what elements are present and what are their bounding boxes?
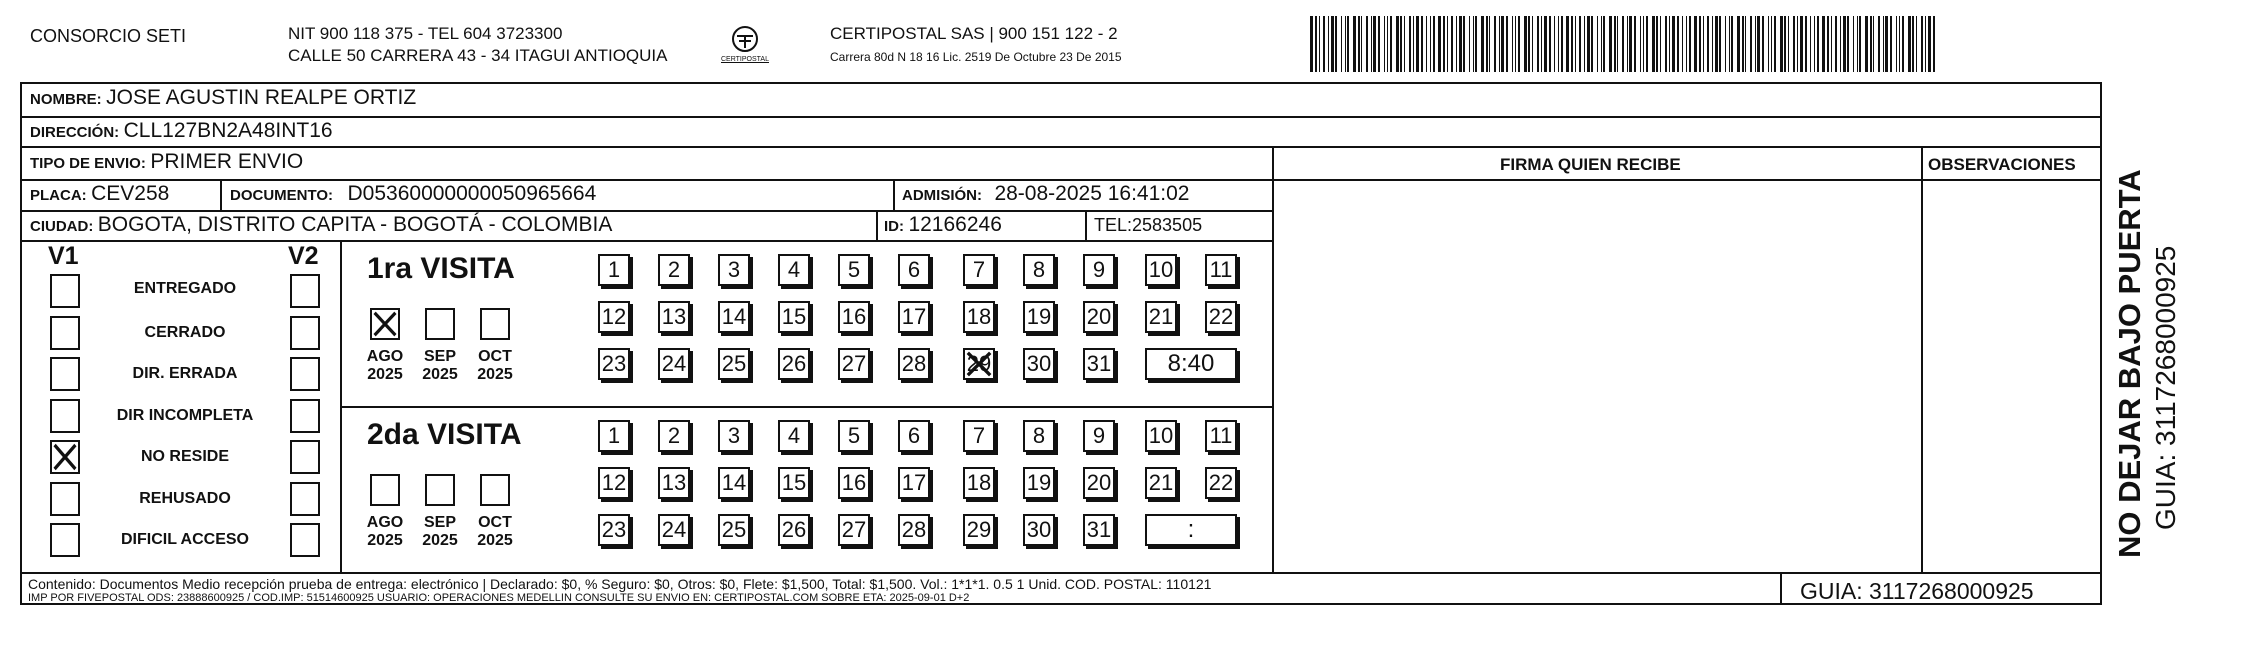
visit1-day-box[interactable]: 24 — [658, 348, 690, 380]
barcode-bar — [1627, 16, 1628, 72]
barcode-bar — [1729, 16, 1730, 72]
id-value: 12166246 — [908, 213, 1002, 236]
status-option-label: ENTREGADO — [133, 280, 237, 297]
barcode-bar — [1865, 16, 1868, 72]
barcode-bar — [1358, 16, 1360, 72]
barcode-bar — [1609, 16, 1612, 72]
visit2-day-box[interactable]: 29 — [963, 514, 995, 546]
barcode-bar — [1885, 16, 1888, 72]
visit1-day-box[interactable]: 31 — [1083, 348, 1115, 380]
barcode-bar — [1912, 16, 1914, 72]
visit1-day-box[interactable]: 30 — [1023, 348, 1055, 380]
barcode-bar — [1745, 16, 1746, 72]
visit2-day-box[interactable]: 15 — [778, 467, 810, 499]
barcode-bar — [1413, 16, 1414, 72]
visit1-day-box[interactable]: 11 — [1205, 254, 1237, 286]
barcode-bar — [1430, 16, 1431, 72]
barcode-bar — [1459, 16, 1462, 72]
visit1-day-box[interactable]: 20 — [1083, 301, 1115, 333]
document-value: D05360000000050965664 — [347, 182, 597, 205]
barcode-bar — [1750, 16, 1752, 72]
visit2-day-box[interactable]: 24 — [658, 514, 690, 546]
visit2-day-box[interactable]: 3 — [718, 420, 750, 452]
barcode-bar — [1591, 16, 1593, 72]
barcode-bar — [1899, 16, 1900, 72]
barcode-bar — [1669, 16, 1670, 72]
barcode-bar — [1601, 16, 1602, 72]
barcode-bar — [1366, 16, 1368, 72]
barcode-bar — [1347, 16, 1349, 72]
address-label: DIRECCIÓN: — [30, 124, 120, 141]
company-name: CONSORCIO SETI — [30, 26, 187, 46]
barcode-bar — [1587, 16, 1590, 72]
barcode-bar — [1353, 16, 1356, 72]
barcode-bar — [1928, 16, 1931, 72]
barcode-bar — [1656, 16, 1658, 72]
visit1-month-year: 2025 — [422, 366, 458, 384]
visit1-title: 1ra VISITA — [367, 252, 515, 285]
form-frame — [20, 82, 2102, 605]
visit2-day-box[interactable]: 30 — [1023, 514, 1055, 546]
barcode-bar — [1404, 16, 1405, 72]
visit2-title: 2da VISITA — [367, 418, 522, 451]
status-option-label: REHUSADO — [139, 489, 231, 507]
barcode-bar — [1396, 16, 1399, 72]
barcode-bar — [1771, 16, 1772, 72]
barcode-bar — [1603, 16, 1605, 72]
visit2-month-checkbox[interactable] — [425, 474, 455, 506]
admission-label: ADMISIÓN: — [902, 187, 982, 204]
visit1-month-year: 2025 — [367, 366, 403, 384]
tel-value: 2583505 — [1132, 215, 1203, 235]
barcode-bar — [1473, 16, 1474, 72]
footer-guide: GUIA: 3117268000925 — [1800, 578, 2034, 604]
barcode-bar — [1677, 16, 1679, 72]
visit2-month-name: AGO — [366, 514, 404, 531]
visit2-day-box[interactable]: 31 — [1083, 514, 1115, 546]
barcode-bar — [1774, 16, 1776, 72]
barcode-bar — [1784, 16, 1786, 72]
visit1-day-box[interactable]: 26 — [778, 348, 810, 380]
barcode-bar — [1584, 16, 1585, 72]
barcode-bar — [1549, 16, 1551, 72]
visit2-month-name: SEP — [423, 514, 456, 531]
barcode-bar — [1682, 16, 1683, 72]
visit2-day-box[interactable]: 11 — [1205, 420, 1237, 452]
visit1-day-box[interactable]: 28 — [898, 348, 930, 380]
barcode-bar — [1512, 16, 1513, 72]
name-label: NOMBRE: — [30, 91, 102, 108]
barcode-bar — [1878, 16, 1880, 72]
barcode-bar — [1371, 16, 1372, 72]
barcode-bar — [1916, 16, 1917, 72]
visit1-month-year: 2025 — [477, 366, 513, 384]
barcode-bar — [1703, 16, 1704, 72]
visit1-month-name: SEP — [423, 348, 456, 365]
barcode-bar — [1788, 16, 1789, 72]
address-value: CLL127BN2A48INT16 — [123, 119, 333, 142]
barcode-bar — [1847, 16, 1849, 72]
visit1-day-box[interactable]: 5 — [838, 254, 870, 286]
visit2-month-label — [357, 514, 413, 551]
barcode-bar — [1921, 16, 1923, 72]
barcode-bar — [1694, 16, 1697, 72]
v2-label: V2 — [288, 242, 319, 270]
barcode-bar — [1719, 16, 1721, 72]
barcode-bar — [1558, 16, 1559, 72]
barcode-bar — [1409, 16, 1411, 72]
address-line: CALLE 50 CARRERA 43 - 34 ITAGUI ANTIOQUIA — [288, 46, 668, 65]
barcode-bar — [1489, 16, 1490, 72]
barcode-bar — [1640, 16, 1641, 72]
status-option-label: NO RESIDE — [140, 448, 229, 465]
barcode-bar — [1883, 16, 1884, 72]
visit2-day-box[interactable]: 4 — [778, 420, 810, 452]
side-warning: NO DEJAR BAJO PUERTA — [2112, 169, 2147, 558]
visit1-month-name: OCT — [478, 348, 512, 365]
barcode-bar — [1859, 16, 1861, 72]
barcode-bar — [1537, 16, 1539, 72]
barcode-bar — [1800, 16, 1803, 72]
visit2-day-box[interactable]: 1 — [598, 420, 630, 452]
barcode-bar — [1689, 16, 1691, 72]
barcode-bar — [1433, 16, 1435, 72]
barcode-icon — [1310, 16, 1940, 72]
name-value: JOSE AGUSTIN REALPE ORTIZ — [106, 86, 417, 109]
visit2-month-year: 2025 — [367, 532, 403, 550]
visit2-month-name: OCT — [478, 514, 512, 531]
tel-label: TEL: — [1094, 215, 1133, 235]
visit2-day-box[interactable]: 26 — [778, 514, 810, 546]
visit1-day-number: 29 — [966, 351, 992, 376]
visit2-day-box[interactable]: 22 — [1205, 467, 1237, 499]
barcode-bar — [1737, 16, 1740, 72]
visit1-time-box[interactable]: 8:40 — [1145, 348, 1237, 380]
barcode-bar — [1447, 16, 1448, 72]
visit1-month-label — [467, 348, 523, 385]
side-guide: GUIA: 3117268000925 — [2150, 245, 2181, 530]
barcode-bar — [1494, 16, 1496, 72]
visit2-day-box[interactable]: 16 — [838, 467, 870, 499]
barcode-bar — [1469, 16, 1470, 72]
visit1-day-box[interactable]: 2 — [658, 254, 690, 286]
barcode-bar — [1481, 16, 1484, 72]
barcode-bar — [1731, 16, 1733, 72]
barcode-bar — [1768, 16, 1769, 72]
footer-imp-line: IMP POR FIVEPOSTAL ODS: 23888600925 / COD.IMP: 51514600925 USUARIO: OPERACIONES MEDELLIN CONSULTE SU ENVIO EN: CERTIPOSTAL.COM SOBRE ETA: 2025-09-01 D+2 — [28, 592, 970, 604]
visit1-day-box[interactable]: 22 — [1205, 301, 1237, 333]
visit2-day-box[interactable]: 19 — [1023, 467, 1055, 499]
certipostal-line: CERTIPOSTAL SAS | 900 151 122 - 2 — [830, 24, 1118, 43]
barcode-bar — [1840, 16, 1841, 72]
barcode-bar — [1443, 16, 1445, 72]
barcode-bar — [1341, 16, 1342, 72]
barcode-bar — [1390, 16, 1392, 72]
barcode-bar — [1451, 16, 1453, 72]
barcode-bar — [1323, 16, 1325, 72]
barcode-bar — [1421, 16, 1423, 72]
barcode-bar — [1908, 16, 1911, 72]
barcode-bar — [1579, 16, 1581, 72]
barcode-bar — [1571, 16, 1573, 72]
barcode-bar — [1456, 16, 1457, 72]
visit2-day-box[interactable]: 17 — [898, 467, 930, 499]
barcode-bar — [1699, 16, 1701, 72]
visit1-day-box[interactable]: 4 — [778, 254, 810, 286]
visit1-month-label — [357, 348, 413, 385]
visit2-month-label — [467, 514, 523, 551]
barcode-bar — [1646, 16, 1648, 72]
visit1-day-box[interactable]: 12 — [598, 301, 630, 333]
barcode-bar — [1566, 16, 1569, 72]
barcode-bar — [1843, 16, 1846, 72]
certipostal-address: Carrera 80d N 18 16 Lic. 2519 De Octubre 23 De 2015 — [830, 50, 1122, 64]
barcode-bar — [1524, 16, 1527, 72]
barcode-bar — [1890, 16, 1892, 72]
barcode-bar — [1387, 16, 1388, 72]
barcode-bar — [1345, 16, 1346, 72]
barcode-bar — [1361, 16, 1362, 72]
visit1-day-box[interactable]: 13 — [658, 301, 690, 333]
barcode-bar — [1515, 16, 1516, 72]
barcode-bar — [1672, 16, 1675, 72]
barcode-bar — [1328, 16, 1329, 72]
barcode-bar — [1438, 16, 1441, 72]
visit2-day-box[interactable]: 18 — [963, 467, 995, 499]
certipostal-logo — [720, 22, 770, 70]
barcode-bar — [1335, 16, 1337, 72]
barcode-bar — [1518, 16, 1520, 72]
barcode-bar — [1486, 16, 1488, 72]
visit2-day-box[interactable]: 20 — [1083, 467, 1115, 499]
barcode-bar — [1660, 16, 1661, 72]
barcode-bar — [1805, 16, 1807, 72]
visit2-month-year: 2025 — [477, 532, 513, 550]
barcode-bar — [1463, 16, 1465, 72]
visit1-day-box[interactable]: 15 — [778, 301, 810, 333]
barcode — [1310, 16, 1940, 72]
barcode-bar — [1896, 16, 1897, 72]
logo-text: CERTIPOSTAL — [721, 56, 769, 63]
plate-label: PLACA: — [30, 187, 87, 204]
barcode-bar — [1817, 16, 1819, 72]
nit-line: NIT 900 118 375 - TEL 604 3723300 — [288, 24, 563, 43]
visit2-day-box[interactable]: 6 — [898, 420, 930, 452]
visit2-day-box[interactable]: 9 — [1083, 420, 1115, 452]
visit1-day-box[interactable]: 6 — [898, 254, 930, 286]
visit1-day-box[interactable]: 17 — [898, 301, 930, 333]
barcode-bar — [1373, 16, 1376, 72]
visit2-month-checkbox[interactable] — [480, 474, 510, 506]
visit1-day-box[interactable]: 16 — [838, 301, 870, 333]
admission-value: 28-08-2025 16:41:02 — [994, 182, 1190, 205]
visit2-day-box[interactable]: 10 — [1145, 420, 1177, 452]
barcode-bar — [1416, 16, 1419, 72]
visit1-day-box[interactable]: 1 — [598, 254, 630, 286]
barcode-bar — [1857, 16, 1858, 72]
barcode-bar — [1810, 16, 1811, 72]
barcode-bar — [1614, 16, 1616, 72]
visit2-day-box[interactable]: 28 — [898, 514, 930, 546]
visit2-day-box[interactable]: 7 — [963, 420, 995, 452]
signature-header: FIRMA QUIEN RECIBE — [1500, 155, 1681, 174]
barcode-bar — [1853, 16, 1854, 72]
visit2-day-box[interactable]: 12 — [598, 467, 630, 499]
barcode-bar — [1622, 16, 1624, 72]
barcode-bar — [1793, 16, 1795, 72]
visit1-month-checkbox[interactable] — [425, 308, 455, 340]
visit1-day-box[interactable]: 8 — [1023, 254, 1055, 286]
barcode-bar — [1870, 16, 1872, 72]
barcode-bar — [1532, 16, 1533, 72]
shipping-label: TIPO DE ENVIO: — [30, 155, 146, 172]
visit2-day-box[interactable]: 21 — [1145, 467, 1177, 499]
barcode-bar — [1814, 16, 1815, 72]
visit1-day-box[interactable]: 3 — [718, 254, 750, 286]
barcode-bar — [1797, 16, 1798, 72]
barcode-bar — [1575, 16, 1576, 72]
observations-header: OBSERVACIONES — [1928, 155, 2076, 174]
visit1-day-box[interactable] — [963, 348, 995, 380]
visit2-day-box[interactable]: 2 — [658, 420, 690, 452]
visit1-day-box[interactable]: 10 — [1145, 254, 1177, 286]
barcode-bar — [1426, 16, 1427, 72]
visit1-day-box[interactable]: 27 — [838, 348, 870, 380]
city-value: BOGOTA, DISTRITO CAPITA - BOGOTÁ - COLOMBIA — [97, 213, 613, 236]
barcode-bar — [1742, 16, 1744, 72]
barcode-bar — [1665, 16, 1667, 72]
visit2-month-checkbox[interactable] — [370, 474, 400, 506]
id-label: ID: — [884, 218, 904, 235]
barcode-bar — [1902, 16, 1904, 72]
status-option-label: DIR. ERRADA — [132, 365, 238, 382]
barcode-bar — [1528, 16, 1530, 72]
footer-contents: Contenido: Documentos Medio recepción prueba de entrega: electrónico | Declarado: $0, % Seguro: $0, Otros: $0, Flete: $1,500, Total: $1,500. Vol.: 1*1*1. 0.5 1 Unid. COD. POSTAL: 110121 — [28, 576, 1212, 592]
visit2-day-box[interactable]: 8 — [1023, 420, 1055, 452]
barcode-bar — [1873, 16, 1874, 72]
barcode-bar — [1629, 16, 1632, 72]
visit1-day-box[interactable]: 19 — [1023, 301, 1055, 333]
barcode-bar — [1822, 16, 1825, 72]
barcode-bar — [1831, 16, 1832, 72]
v1-label: V1 — [48, 242, 79, 270]
barcode-bar — [1707, 16, 1709, 72]
visit1-day-box[interactable]: 23 — [598, 348, 630, 380]
barcode-bar — [1561, 16, 1563, 72]
barcode-bar — [1400, 16, 1402, 72]
barcode-bar — [1499, 16, 1500, 72]
barcode-bar — [1617, 16, 1618, 72]
barcode-bar — [1686, 16, 1687, 72]
visit1-month-name: AGO — [366, 348, 404, 365]
barcode-bar — [1715, 16, 1718, 72]
visit1-month-label — [412, 348, 468, 385]
barcode-bar — [1755, 16, 1756, 72]
visit2-month-label — [412, 514, 468, 551]
visit2-day-box[interactable]: 5 — [838, 420, 870, 452]
visit2-day-box[interactable]: 14 — [718, 467, 750, 499]
visit1-day-box[interactable]: 18 — [963, 301, 995, 333]
barcode-bar — [1827, 16, 1829, 72]
city-label: CIUDAD: — [30, 218, 94, 235]
barcode-bar — [1597, 16, 1598, 72]
barcode-bar — [1652, 16, 1655, 72]
visit2-month-year: 2025 — [422, 532, 458, 550]
visit2-day-box[interactable]: 27 — [838, 514, 870, 546]
visit2-day-box[interactable]: 23 — [598, 514, 630, 546]
barcode-bar — [1554, 16, 1555, 72]
barcode-bar — [1712, 16, 1713, 72]
visit1-month-checkbox[interactable] — [480, 308, 510, 340]
barcode-bar — [1541, 16, 1542, 72]
barcode-bar — [1925, 16, 1926, 72]
visit2-day-box[interactable]: 13 — [658, 467, 690, 499]
visit2-time-box[interactable]: : — [1145, 514, 1237, 546]
document-label: DOCUMENTO: — [230, 187, 334, 204]
visit1-day-box[interactable]: 25 — [718, 348, 750, 380]
barcode-bar — [1310, 16, 1313, 72]
barcode-bar — [1378, 16, 1380, 72]
barcode-bar — [1762, 16, 1764, 72]
barcode-bar — [1643, 16, 1644, 72]
visit1-day-box[interactable]: 21 — [1145, 301, 1177, 333]
barcode-bar — [1780, 16, 1783, 72]
barcode-bar — [1544, 16, 1547, 72]
barcode-bar — [1475, 16, 1477, 72]
barcode-bar — [1506, 16, 1508, 72]
status-option-label: DIFICIL ACCESO — [120, 531, 249, 548]
barcode-bar — [1319, 16, 1320, 72]
barcode-bar — [1331, 16, 1334, 72]
status-option-label: DIR INCOMPLETA — [116, 406, 254, 424]
barcode-bar — [1757, 16, 1760, 72]
barcode-bar — [1501, 16, 1504, 72]
barcode-bar — [1725, 16, 1726, 72]
barcode-bar — [1933, 16, 1935, 72]
visit1-day-box[interactable]: 14 — [718, 301, 750, 333]
barcode-bar — [1315, 16, 1317, 72]
visit1-day-box[interactable]: 7 — [963, 254, 995, 286]
visit2-day-box[interactable]: 25 — [718, 514, 750, 546]
barcode-bar — [1835, 16, 1837, 72]
barcode-bar — [1634, 16, 1636, 72]
visit1-day-box[interactable]: 9 — [1083, 254, 1115, 286]
shipping-value: PRIMER ENVIO — [150, 150, 304, 173]
plate-value: CEV258 — [91, 182, 170, 205]
visit1-month-checkbox[interactable] — [370, 308, 400, 340]
barcode-bar — [1384, 16, 1385, 72]
status-option-label: CERRADO — [144, 323, 226, 341]
